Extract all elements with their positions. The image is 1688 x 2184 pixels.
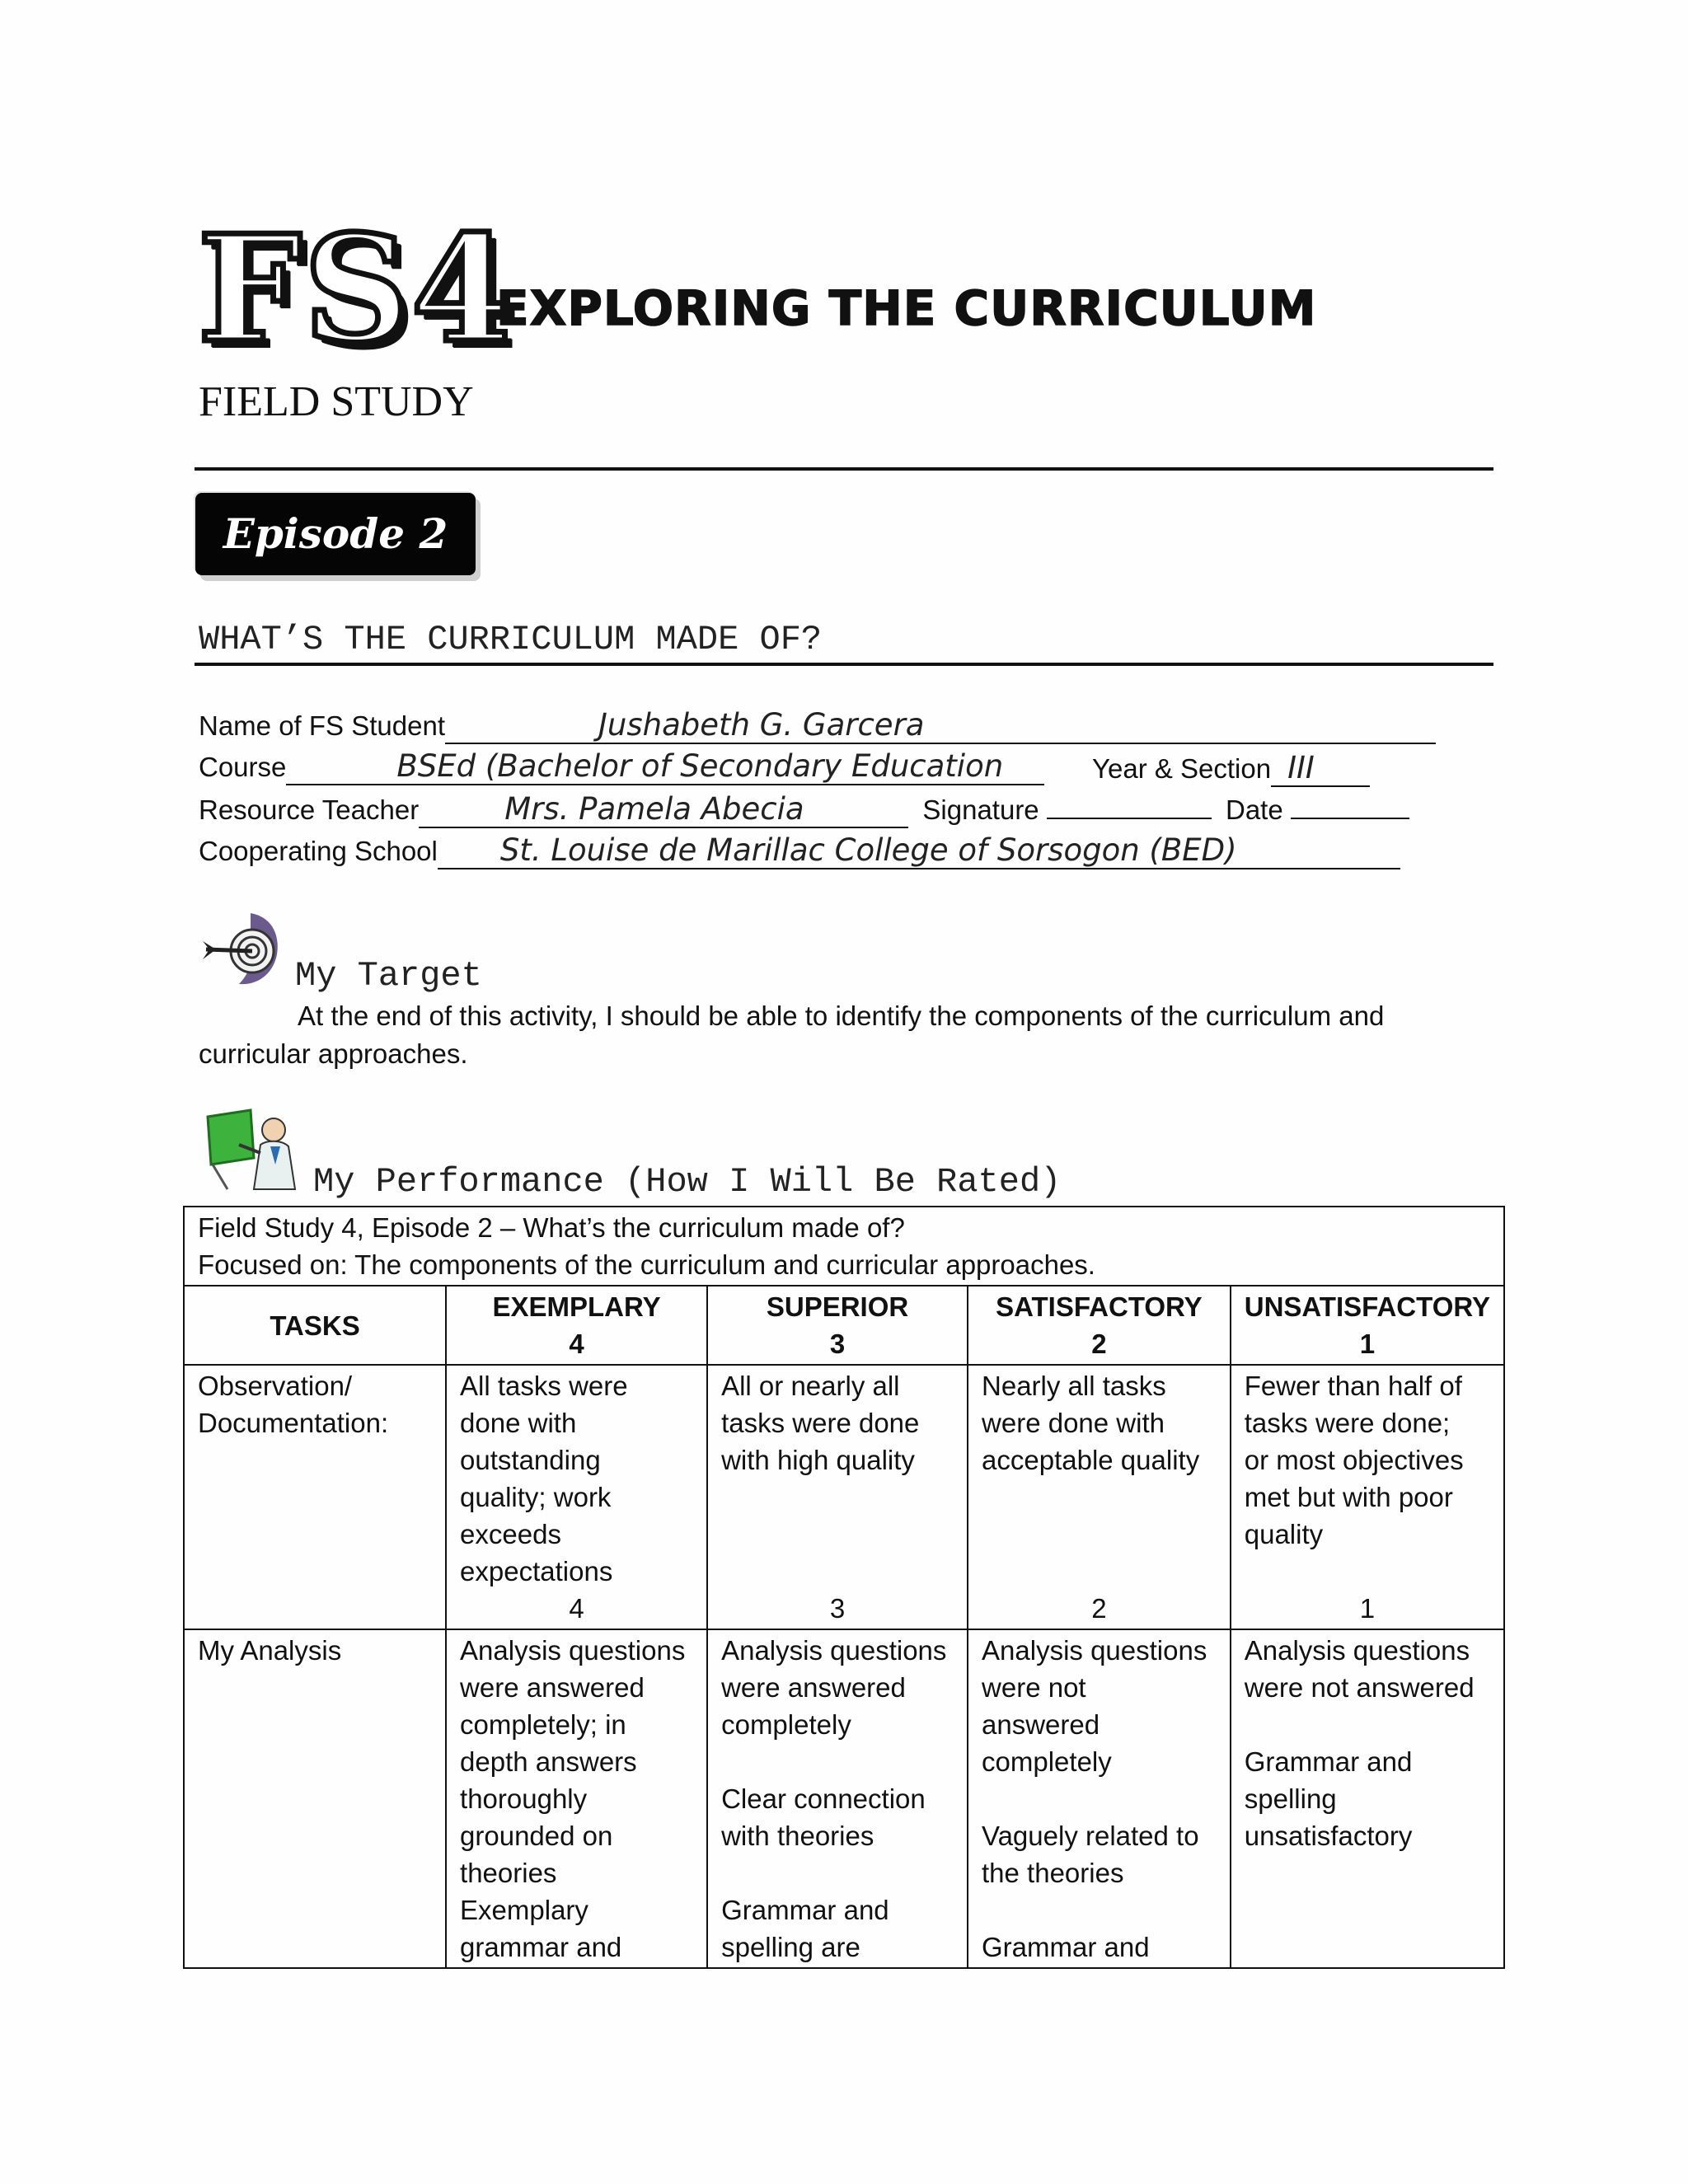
student-name-label: Name of FS Student: [199, 710, 445, 741]
rubric-cell: Analysis questions were answered completely; in depth answers thoroughly grounded on theories Exemplary grammar and: [446, 1629, 707, 1968]
rubric-caption-line2: Focused on: The components of the curriculum and curricular approaches.: [198, 1249, 1095, 1280]
rubric-cell: Nearly all tasks were done with acceptable quality 2: [968, 1365, 1231, 1629]
teacher-row: [199, 791, 1409, 828]
teacher-value: Mrs. Pamela Abecia: [504, 791, 804, 827]
course-row: [199, 748, 1044, 785]
rubric-cell: All or nearly all tasks were done with high quality 3: [707, 1365, 968, 1629]
page-title: EXPLORING THE CURRICULUM: [496, 280, 1317, 336]
year-section-field[interactable]: [1271, 750, 1370, 787]
rubric-cell: Analysis questions were not answered completely Vaguely related to the theories Grammar and: [968, 1629, 1231, 1968]
rubric-caption: [184, 1207, 1504, 1286]
student-name-row: [199, 707, 1436, 744]
year-section-label: Year & Section: [1092, 753, 1272, 784]
episode-divider: [195, 663, 1493, 666]
school-field[interactable]: [438, 832, 1400, 869]
rubric-table: [183, 1206, 1505, 1969]
task-cell: Observation/ Documentation:: [184, 1365, 446, 1629]
episode-badge: Episode 2: [195, 493, 476, 575]
course-label: Course: [199, 752, 287, 782]
school-row: [199, 832, 1400, 869]
column-header-tasks: TASKS: [184, 1286, 446, 1365]
rubric-caption-line1: Field Study 4, Episode 2 – What’s the curriculum made of?: [198, 1212, 905, 1243]
school-value: St. Louise de Marillac College of Sorsogon (BED): [499, 832, 1237, 868]
course-field[interactable]: [286, 748, 1044, 785]
column-header-superior: SUPERIOR 3: [707, 1286, 968, 1365]
school-label: Cooperating School: [199, 836, 438, 866]
date-field[interactable]: [1291, 818, 1409, 819]
table-row: [184, 1629, 1504, 1968]
student-name-value: Jushabeth G. Garcera: [598, 707, 925, 743]
rubric-cell: All tasks were done with outstanding quality; work exceeds expectations 4: [446, 1365, 707, 1629]
fs4-logo: FS4: [198, 203, 515, 375]
teacher-field[interactable]: [419, 791, 908, 828]
target-heading: My Target: [295, 956, 482, 996]
year-section-row: [1092, 750, 1370, 787]
column-header-satisfactory: SATISFACTORY 2: [968, 1286, 1231, 1365]
signature-label: Signature: [922, 794, 1039, 825]
rubric-cell: Analysis questions were answered completely Clear connection with theories Grammar and spelling are: [707, 1629, 968, 1968]
target-text: At the end of this activity, I should be able to identify the components of the curriculum and curricular approaches.: [199, 1001, 1385, 1069]
target-icon: [201, 908, 284, 991]
course-value: BSEd (Bachelor of Secondary Education: [396, 748, 1004, 784]
teacher-label: Resource Teacher: [199, 794, 420, 825]
signature-field[interactable]: [1047, 818, 1212, 819]
year-section-value: III: [1287, 750, 1315, 785]
rubric-cell: Fewer than half of tasks were done; or most objectives met but with poor quality 1: [1231, 1365, 1504, 1629]
rubric-header-row: [184, 1286, 1504, 1365]
table-row: [184, 1365, 1504, 1629]
field-study-label: FIELD STUDY: [199, 378, 474, 425]
score-value: 2: [1091, 1593, 1107, 1624]
score-value: 4: [569, 1593, 584, 1624]
episode-title: WHAT’S THE CURRICULUM MADE OF?: [199, 620, 823, 659]
date-label: Date: [1226, 794, 1283, 825]
rubric-cell: Analysis questions were not answered Grammar and spelling unsatisfactory: [1231, 1629, 1504, 1968]
column-header-unsatisfactory: UNSATISFACTORY 1: [1231, 1286, 1504, 1365]
rubric-caption-row: [184, 1207, 1504, 1286]
score-value: 1: [1359, 1593, 1376, 1624]
score-value: 3: [829, 1593, 846, 1624]
student-name-field[interactable]: [445, 707, 1436, 744]
teacher-icon: [203, 1107, 302, 1197]
task-cell: My Analysis: [184, 1629, 446, 1968]
performance-heading: My Performance (How I Will Be Rated): [313, 1162, 1062, 1202]
header-divider: [195, 467, 1493, 471]
column-header-exemplary: EXEMPLARY 4: [446, 1286, 707, 1365]
